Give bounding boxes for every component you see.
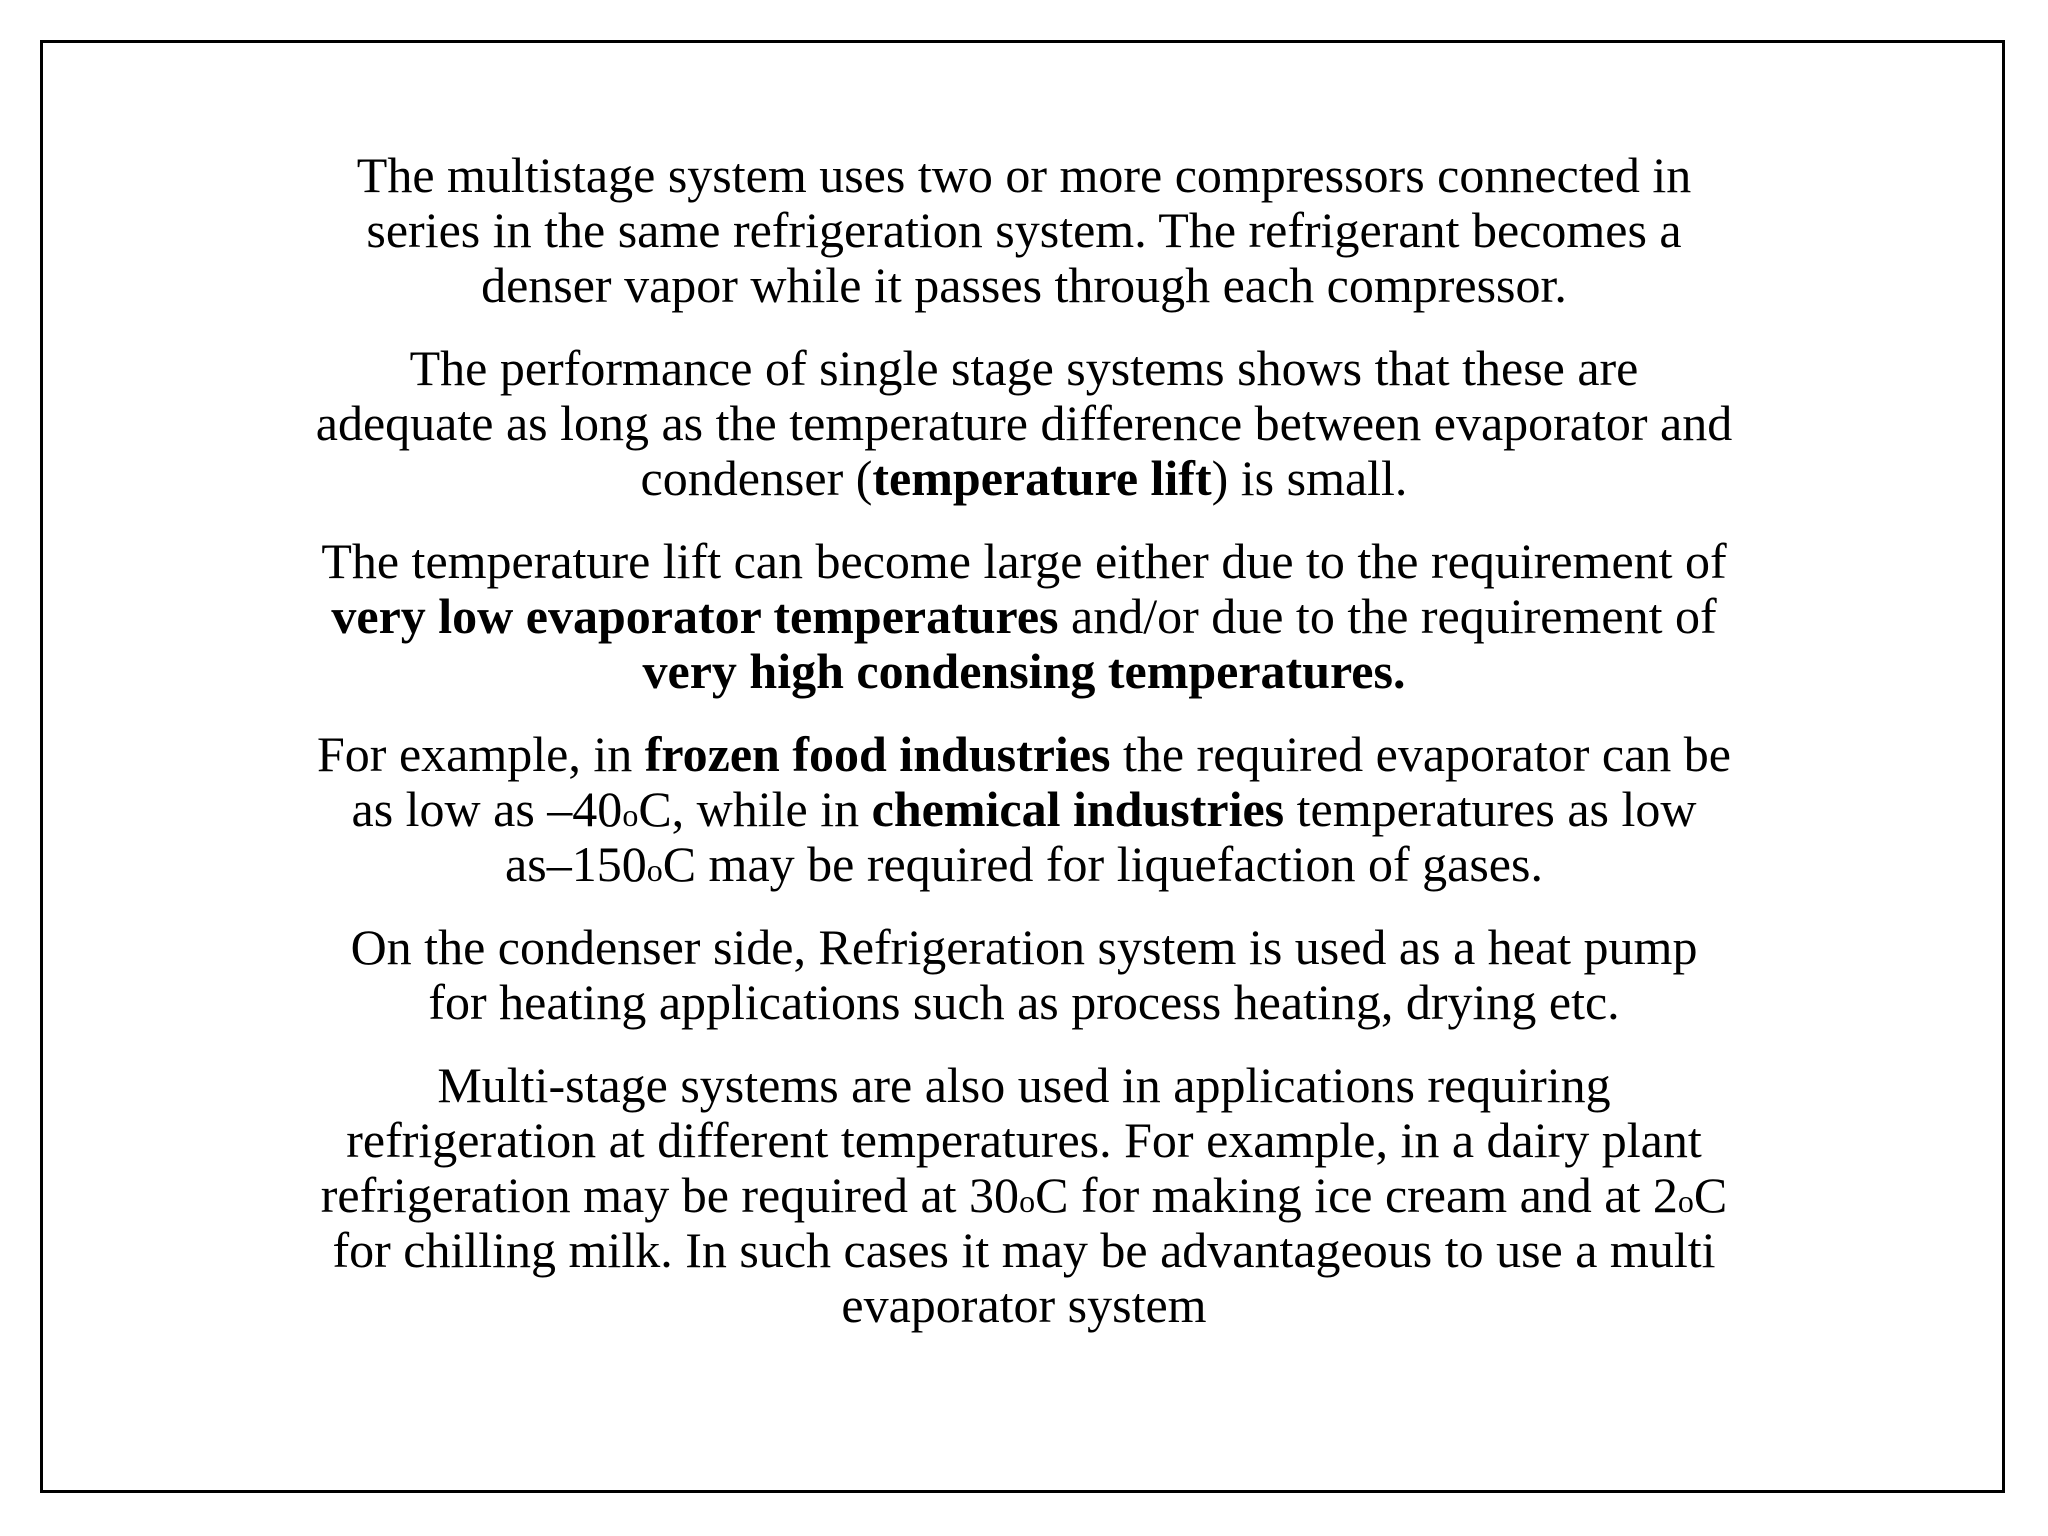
text-line [317, 726, 1731, 782]
text-line [428, 974, 1619, 1030]
text-line [346, 1112, 1701, 1168]
text-run: C may be required for liquefaction of gases. [662, 836, 1543, 892]
text-line [841, 1277, 1206, 1333]
text-run: On the condenser side, Refrigeration system is used as a heat pump [350, 919, 1698, 975]
text-line [321, 1167, 1727, 1223]
text-line [352, 781, 1697, 837]
text-run: as low as –40 [351, 781, 623, 837]
text-run: Multi-stage systems are also used in applications requiring [437, 1057, 1611, 1113]
bold-term: very high condensing temperatures. [642, 643, 1406, 699]
degree-symbol: o [1677, 1183, 1694, 1219]
paragraph-5 [160, 920, 1888, 1030]
text-run: for chilling milk. In such cases it may be advantageous to use a multi [332, 1222, 1716, 1278]
text-line [351, 919, 1698, 975]
text-run: temperatures as low [1284, 781, 1697, 837]
text-run: C, while in [638, 781, 872, 837]
text-line [437, 1057, 1610, 1113]
text-line [357, 147, 1691, 203]
text-line [316, 395, 1732, 451]
degree-symbol: o [646, 852, 663, 888]
text-line [366, 202, 1681, 258]
text-line [410, 340, 1639, 396]
text-line [331, 588, 1716, 644]
degree-symbol: o [1019, 1183, 1036, 1219]
text-run: for heating applications such as process heating, drying etc. [428, 974, 1620, 1030]
text-run: For example, in [317, 726, 645, 782]
paragraph-1 [160, 148, 1888, 313]
text-run: The multistage system uses two or more compressors connected in [356, 147, 1692, 203]
text-run: series in the same refrigeration system. The refrigerant becomes a [366, 202, 1682, 258]
text-line [641, 450, 1408, 506]
paragraph-3 [160, 534, 1888, 699]
text-run: evaporator system [841, 1277, 1207, 1333]
text-line [332, 1222, 1715, 1278]
text-run: denser vapor while it passes through each compressor. [481, 257, 1567, 313]
paragraph-2 [160, 341, 1888, 506]
bold-term: very low evaporator temperatures [331, 588, 1059, 644]
slide-body [160, 148, 1888, 1361]
text-line [643, 643, 1406, 699]
bold-term: chemical industries [871, 781, 1285, 837]
text-run: The temperature lift can become large either due to the requirement of [321, 533, 1727, 589]
text-run: C for making ice cream and at 2 [1035, 1167, 1678, 1223]
text-run: ) is small. [1211, 450, 1408, 506]
text-run: the required evaporator can be [1110, 726, 1731, 782]
text-run: The performance of single stage systems shows that these are [409, 340, 1639, 396]
bold-term: frozen food industries [644, 726, 1111, 782]
text-run: refrigeration may be required at 30 [320, 1167, 1020, 1223]
text-run: condenser ( [640, 450, 873, 506]
degree-symbol: o [622, 797, 639, 833]
paragraph-4 [160, 727, 1888, 892]
bold-term: temperature lift [872, 450, 1212, 506]
text-line [505, 836, 1543, 892]
text-run: and/or due to the requirement of [1058, 588, 1717, 644]
text-line [481, 257, 1567, 313]
text-run: C [1693, 1167, 1728, 1223]
text-line [321, 533, 1726, 589]
text-run: as–150 [505, 836, 647, 892]
paragraph-6 [160, 1058, 1888, 1333]
text-run: adequate as long as the temperature difference between evaporator and [315, 395, 1733, 451]
text-run: refrigeration at different temperatures. For example, in a dairy plant [346, 1112, 1702, 1168]
